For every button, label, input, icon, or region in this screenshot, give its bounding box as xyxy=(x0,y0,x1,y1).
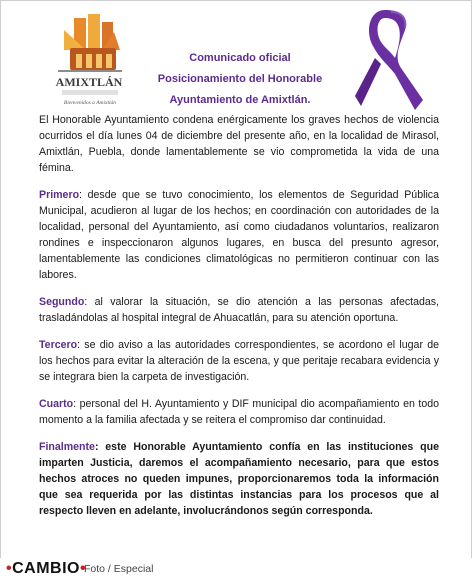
cambio-dot: • xyxy=(6,560,13,577)
tercero-paragraph xyxy=(39,337,439,385)
cuarto-label: Cuarto xyxy=(39,398,74,410)
heading-line-2: Posicionamiento del Honorable xyxy=(157,73,323,85)
final-paragraph xyxy=(39,439,439,519)
segundo-paragraph xyxy=(39,294,439,326)
primero-label: Primero xyxy=(39,189,80,201)
communique-body xyxy=(39,112,439,530)
heading-line-3: Ayuntamiento de Amixtlán. xyxy=(169,94,311,106)
final-label: Finalmente xyxy=(39,441,95,453)
primero-text: : desde que se tuvo conocimiento, los elementos de Seguridad Pública Municipal, acudieron al lugar de los hechos; en coordinación con autoridades de la localidad, personal del Ayuntamiento, así como ciudadanos voluntarios, realizaron rondines e inspeccionaron algunos lugares, en busca del presunto agresor, lamentablemente las condiciones climatológicas no permitieron continuar con las labores. xyxy=(39,189,439,281)
photo-credit: Foto / Especial xyxy=(84,563,154,575)
cambio-dot-end: • xyxy=(80,560,87,577)
purple-ribbon-icon xyxy=(355,6,423,114)
cambio-logo xyxy=(6,560,86,578)
intro-paragraph: El Honorable Ayuntamiento condena enérgicamente los graves hechos de violencia ocurridos el día lunes 04 de diciembre del presente año, en la localidad de Mirasol, Amixtlán, Puebla, donde lamentablemente se vio comprometida la vida de una fémina. xyxy=(39,114,439,174)
segundo-label: Segundo xyxy=(39,296,85,308)
photo-credit-bar xyxy=(0,558,474,584)
logo-name: AMIXTLÁN xyxy=(55,75,123,89)
cuarto-paragraph xyxy=(39,396,439,428)
heading-line-1: Comunicado oficial xyxy=(189,52,291,64)
tercero-text: : se dio aviso a las autoridades correspondientes, se acordono el lugar de los hechos para evitar la alteración de la escena, y que peritaje recabara evidencia y se integrara bien la carpeta de investigación. xyxy=(39,339,439,383)
cuarto-text: : personal del H. Ayuntamiento y DIF municipal dio acompañamiento en todo momento a la familia afectada y se reitera el compromiso dar continuidad. xyxy=(39,398,439,426)
communique-heading xyxy=(140,48,340,111)
primero-paragraph xyxy=(39,187,439,283)
segundo-text: : al valorar la situación, se dio atención a las personas afectadas, trasladándolas al hospital integral de Ahuacatlán, para su atención oportuna. xyxy=(39,296,439,324)
amixtlan-logo xyxy=(40,10,138,112)
tercero-label: Tercero xyxy=(39,339,78,351)
cambio-brand: CAMBIO xyxy=(12,560,80,577)
logo-tagline: Bienvenidos a Amixtlán xyxy=(63,100,117,106)
final-text: : este Honorable Ayuntamiento confía en las instituciones que imparten Justicia, daremos el acompañamiento necesario, para que estos hechos atroces no queden impunes, proporcionaremos toda la información que sea requerida por las distintas instancias para los procesos que al respecto lleven en adelante, involucrándonos según corresponda. xyxy=(39,441,439,517)
